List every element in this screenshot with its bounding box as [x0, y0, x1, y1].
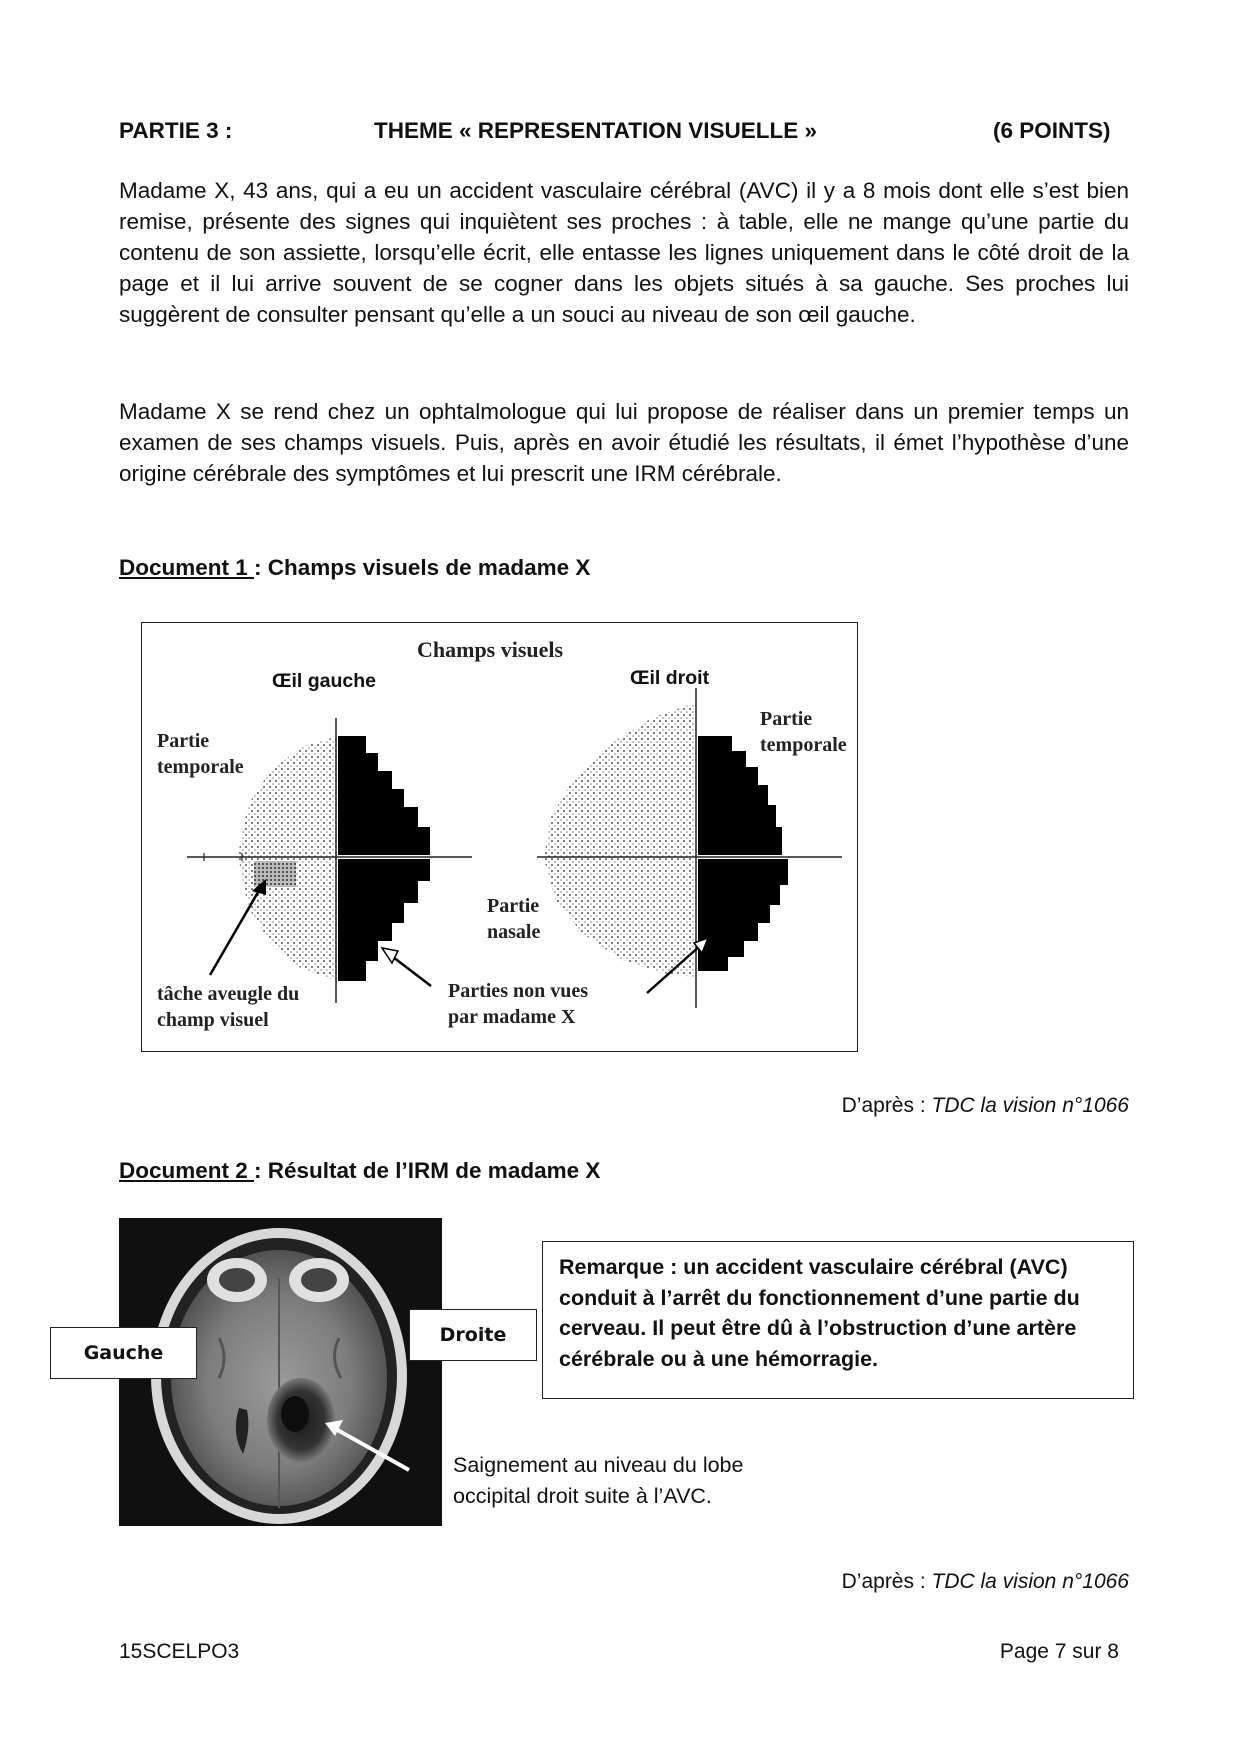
left-eye-unseen-upper [338, 736, 430, 855]
nasal-label: Partie nasale [487, 895, 541, 943]
footer-code: 15SCELPO3 [119, 1640, 240, 1663]
footer-page-number: Page 7 sur 8 [999, 1640, 1119, 1663]
points-label: (6 POINTS) [993, 118, 1111, 143]
left-eye-unseen-lower [338, 859, 430, 981]
intro-paragraph-1: Madame X, 43 ans, qui a eu un accident vasculaire cérébral (AVC) il y a 8 mois dont elle s’est bien remise, présente des signes qui inquiètent ses proches : à table, elle ne mange qu’une partie du contenu de son assiette, lorsqu’elle écrit, elle entasse les lignes uniquement dans le côté droit de la page et il lui arrive souvent de se cogner dans les objets situés à sa gauche. Ses proches lui suggèrent de consulter pensant qu’elle a un souci au niveau de son œil gauche. [119, 178, 1129, 327]
right-eye-nasal-seen [544, 703, 694, 977]
right-eye-unseen-lower [698, 859, 788, 971]
right-eye-label: Œil droit [630, 667, 710, 689]
document1-heading [119, 555, 590, 581]
left-side-label: Gauche [50, 1327, 197, 1379]
mri-caption: Saignement au niveau du lobe occipital droit suite à l’AVC. [453, 1453, 744, 1508]
section-header [119, 118, 1129, 152]
figure-title: Champs visuels [417, 637, 564, 662]
remark-box: Remarque : un accident vasculaire cérébral (AVC) conduit à l’arrêt du fonctionnement d’une partie du cerveau. Il peut être dû à l’obstruction d’une artère cérébrale ou à une hémorragie. [542, 1241, 1134, 1399]
unseen-parts-label: Parties non vues par madame X [448, 980, 588, 1028]
document2-source-title: TDC la vision n°1066 [931, 1570, 1129, 1593]
part-label: PARTIE 3 : [119, 118, 233, 143]
document2-source: D’après : TDC la vision n°1066 [841, 1570, 1129, 1593]
right-temporal-label: Partie temporale [760, 708, 847, 756]
blind-spot-label: tâche aveugle du champ visuel [157, 983, 300, 1031]
left-eye-label: Œil gauche [272, 670, 377, 692]
intro-paragraph-2: Madame X se rend chez un ophtalmologue qui lui propose de réaliser dans un premier temps un examen de ses champs visuels. Puis, après en avoir étudié les résultats, il émet l’hypothèse d’une origine cérébrale des symptômes et lui prescrit une IRM cérébrale. [119, 399, 1129, 486]
document2-title: : Résultat de l’IRM de madame X [254, 1158, 601, 1183]
document2-heading [119, 1158, 600, 1184]
left-temporal-label: Partie temporale [157, 730, 244, 778]
left-eye-temporal-seen [238, 736, 338, 981]
theme-title: THEME « REPRESENTATION VISUELLE » [374, 118, 817, 143]
document1-source-title: TDC la vision n°1066 [931, 1094, 1129, 1117]
document1-title: : Champs visuels de madame X [254, 555, 591, 580]
document1-label: Document 1 [119, 555, 255, 580]
right-side-label: Droite [409, 1309, 537, 1361]
blind-spot-mark [254, 861, 296, 887]
document1-source: D’après : TDC la vision n°1066 [841, 1094, 1129, 1117]
document2-label: Document 2 [119, 1158, 255, 1183]
visual-fields-figure [141, 622, 858, 1052]
